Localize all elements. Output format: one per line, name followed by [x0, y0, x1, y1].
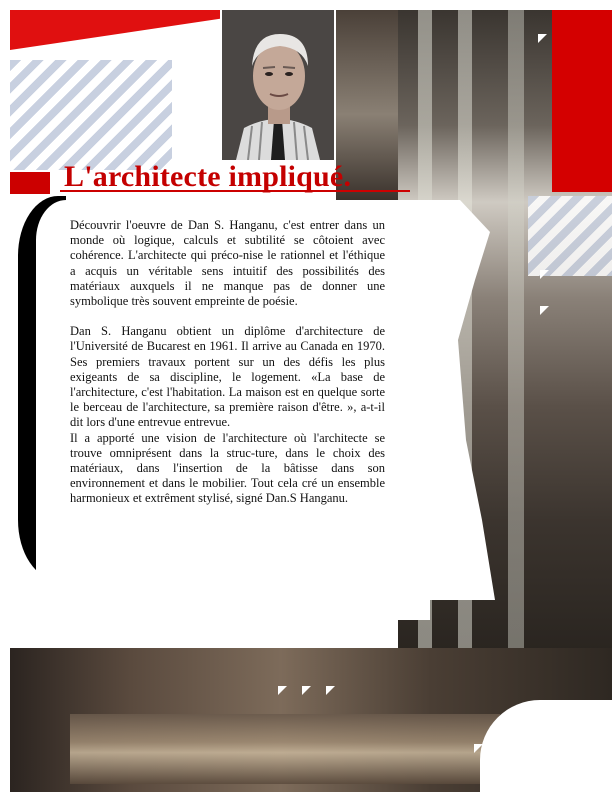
- triangle-marker: [326, 686, 335, 695]
- red-corner-shape: [10, 10, 220, 50]
- white-curl-bottom-shape: [480, 700, 612, 792]
- triangle-marker: [278, 686, 287, 695]
- paragraph-intro: Découvrir l'oeuvre de Dan S. Hanganu, c'est entrer dans un monde où logique, calculs et subtilité se côtoient avec cohérence. L'architecte qui préco-nise le rationnel et l'éthique a acquis un véritable sens intuitif des possibilités des matériaux auxquels il ne manque pas de donner une symbolique très souvent empreinte de poésie.: [70, 218, 385, 309]
- triangle-marker: [474, 744, 483, 753]
- title-accent-bar: [10, 172, 50, 194]
- striped-block-right: [528, 196, 612, 276]
- article-body: [70, 218, 385, 507]
- portrait-illustration: [222, 10, 334, 160]
- triangle-marker: [302, 686, 311, 695]
- red-side-bar: [552, 10, 612, 192]
- paragraph-biography: Dan S. Hanganu obtient un diplôme d'architecture de l'Université de Bucarest en 1961. Il arrive au Canada en 1970. Ses premiers travaux portent sur un des défis les plus exigeants de sa discipline, le logement. «La base de l'architecture, c'est l'habitation. La maison est en quelque sorte le berceau de l'architecture, sa première raison d'être. », a-t-il dit lors d'une entrevue entrevue.: [70, 324, 385, 430]
- interior-photo-bottom-band: [70, 714, 500, 784]
- portrait-photo: [222, 10, 334, 160]
- triangle-marker: [538, 34, 547, 43]
- striped-block-top-left: [10, 60, 172, 170]
- triangle-marker: [540, 306, 549, 315]
- paragraph-vision: Il a apporté une vision de l'architecture où l'architecte se trouve omniprésent dans la struc-ture, dans le choix des matériaux, dans l'insertion de la bâtisse dans son environnement et dans le mobilier. Tout cela cré un ensemble harmonieux et extrêment stylisé, signé Dan.S Hanganu.: [70, 430, 385, 506]
- page-title: L'architecte impliqué.: [64, 160, 352, 193]
- triangle-marker: [540, 270, 549, 279]
